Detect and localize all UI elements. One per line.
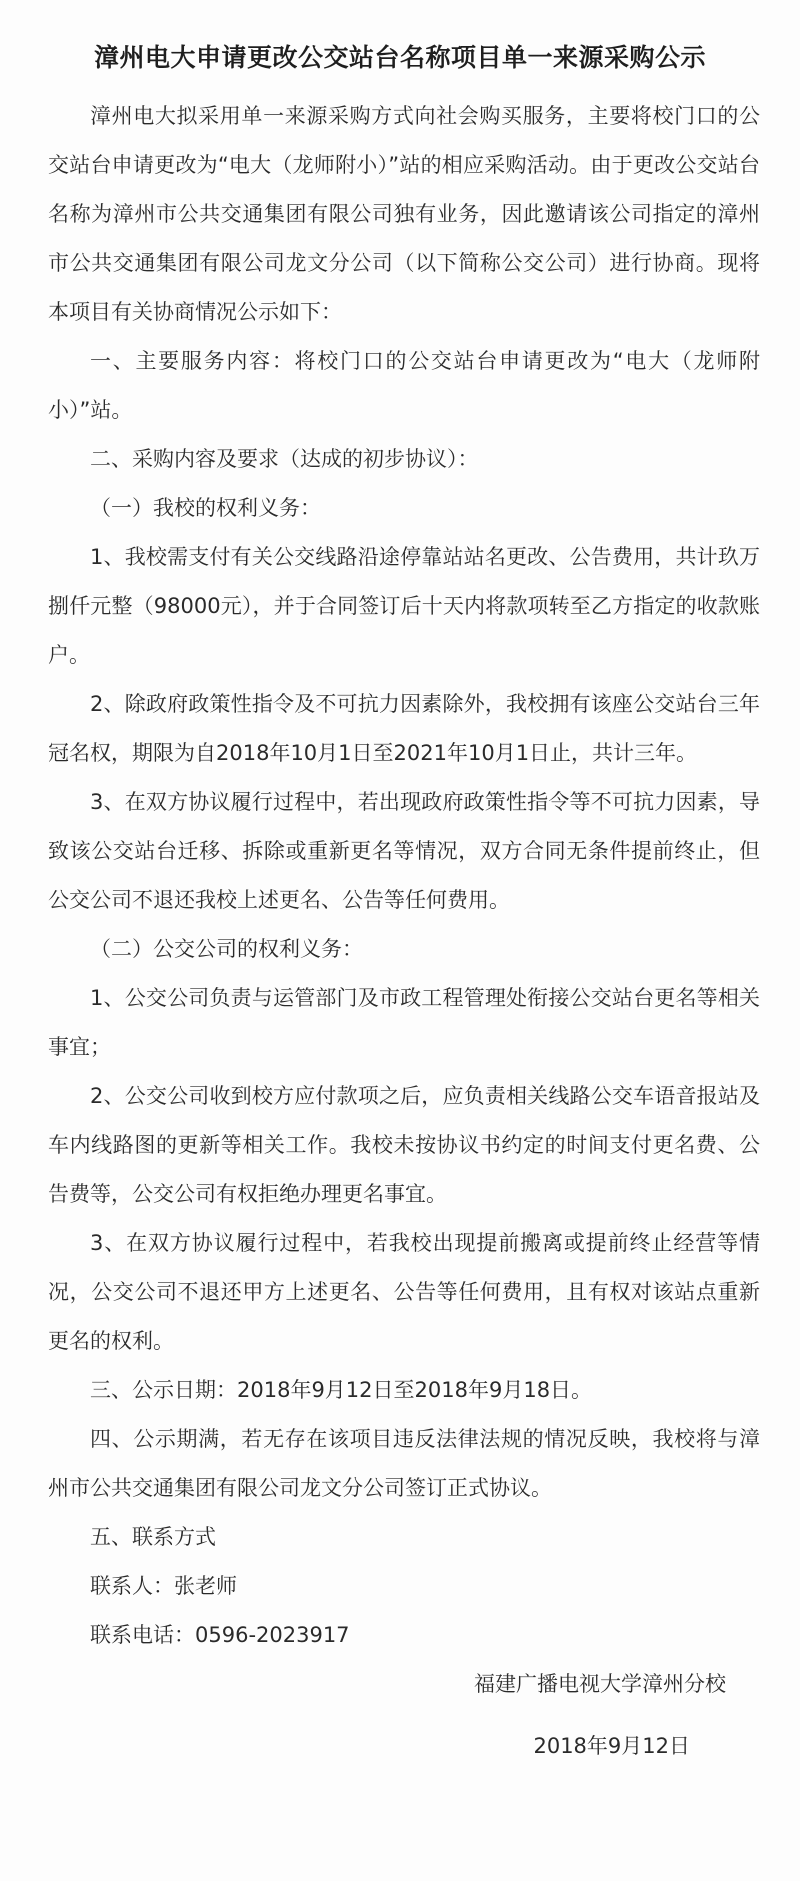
document-body — [48, 92, 760, 1660]
school-clause-3: 3、在双方协议履行过程中，若出现政府政策性指令等不可抗力因素，导致该公交站台迁移、拆除或重新更名等情况，双方合同无条件提前终止，但公交公司不退还我校上述更名、公告等任何费用。 — [48, 790, 760, 912]
section-expiry: 四、公示期满，若无存在该项目违反法律法规的情况反映，我校将与漳州市公共交通集团有限公司龙文分公司签订正式协议。 — [48, 1427, 760, 1500]
signature-organization: 福建广播电视大学漳州分校 — [474, 1672, 726, 1696]
section-announcement-date: 三、公示日期：2018年9月12日至2018年9月18日。 — [90, 1378, 593, 1402]
school-clause-2: 2、除政府政策性指令及不可抗力因素除外，我校拥有该座公交站台三年冠名权，期限为自2018年10月1日至2021年10月1日止，共计三年。 — [48, 692, 760, 765]
subsection-bus-company-rights: （二）公交公司的权利义务： — [90, 937, 363, 961]
section-contact-heading: 五、联系方式 — [90, 1525, 216, 1549]
document-title: 漳州电大申请更改公交站台名称项目单一来源采购公示 — [93, 43, 706, 72]
bus-clause-3: 3、在双方协议履行过程中，若我校出现提前搬离或提前终止经营等情况，公交公司不退还甲方上述更名、公告等任何费用，且有权对该站点重新更名的权利。 — [48, 1231, 760, 1353]
contact-phone: 联系电话：0596-2023917 — [90, 1623, 350, 1647]
bus-clause-2: 2、公交公司收到校方应付款项之后，应负责相关线路公交车语音报站及车内线路图的更新等相关工作。我校未按协议书约定的时间支付更名费、公告费等，公交公司有权拒绝办理更名事宜。 — [48, 1084, 760, 1206]
school-clause-1: 1、我校需支付有关公交线路沿途停靠站站名更改、公告费用，共计玖万捌仟元整（98000元），并于合同签订后十天内将款项转至乙方指定的收款账户。 — [48, 545, 760, 667]
bus-clause-1: 1、公交公司负责与运管部门及市政工程管理处衔接公交站台更名等相关事宜； — [48, 986, 760, 1059]
subsection-school-rights: （一）我校的权利义务： — [90, 496, 321, 520]
signature-date: 2018年9月12日 — [533, 1734, 690, 1758]
intro-paragraph: 漳州电大拟采用单一来源采购方式向社会购买服务，主要将校门口的公交站台申请更改为“电大（龙师附小）”站的相应采购活动。由于更改公交站台名称为漳州市公共交通集团有限公司独有业务，因此邀请该公司指定的漳州市公共交通集团有限公司龙文分公司（以下简称公交公司）进行协商。现将本项目有关协商情况公示如下： — [48, 104, 760, 324]
contact-person: 联系人：张老师 — [90, 1574, 237, 1598]
section-procurement-requirements: 二、采购内容及要求（达成的初步协议）： — [90, 447, 479, 471]
section-service-content: 一、主要服务内容：将校门口的公交站台申请更改为“电大（龙师附小）”站。 — [48, 349, 760, 422]
